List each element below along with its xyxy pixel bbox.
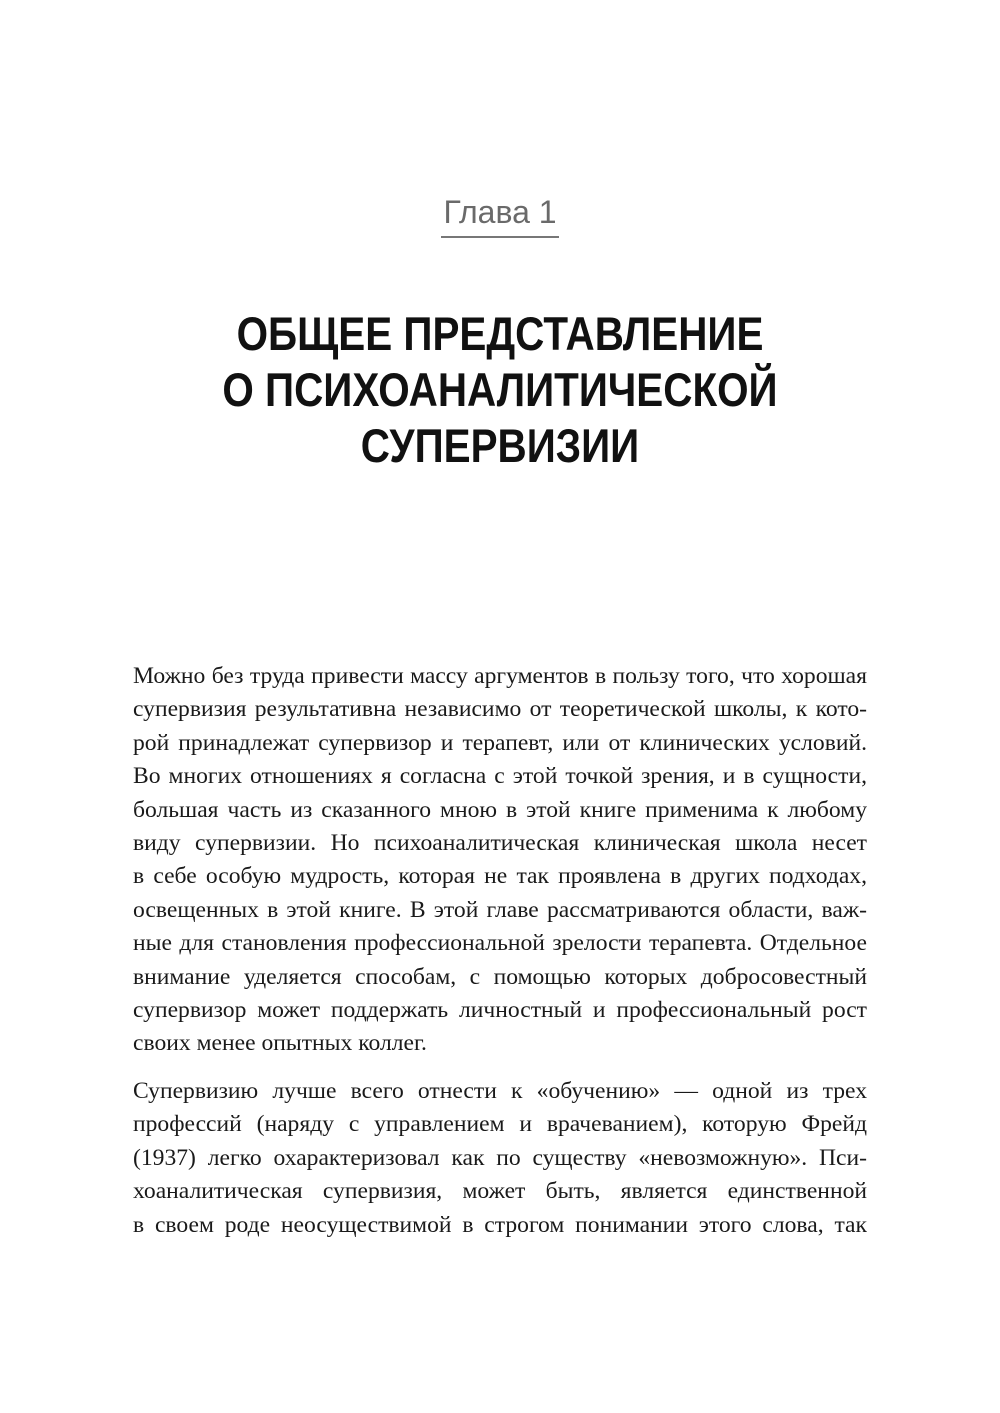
text-line: супервизор может поддержать личностный и профессиональный рост	[133, 997, 867, 1024]
text-line: Можно без труда привести массу аргументов в пользу того, что хорошая	[133, 663, 867, 689]
text-line: виду супервизии. Но психоаналитическая клиническая школа несет	[133, 830, 867, 857]
text-line: ные для становления профессиональной зрелости терапевта. Отдельное	[133, 930, 867, 957]
text-line: (1937) легко охарактеризовал как по существу «невозможную». Пси-	[133, 1144, 867, 1171]
text-line: внимание уделяется способам, с помощью которых добросовестный	[133, 963, 867, 990]
text-line: в себе особую мудрость, которая не так проявлена в других подходах,	[133, 863, 867, 890]
chapter-title-line: СУПЕРВИЗИИ	[360, 419, 640, 472]
chapter-number-text: Глава 1	[441, 192, 558, 238]
text-line: Супервизию лучше всего отнести к «обучению» — одной из трех	[133, 1077, 867, 1104]
chapter-number	[0, 192, 1000, 238]
text-line: рой принадлежат супервизор и терапевт, или от клинических условий.	[133, 729, 867, 756]
chapter-title-line: ОБЩЕЕ ПРЕДСТАВЛЕНИЕ	[236, 307, 764, 360]
body-text	[133, 660, 867, 1256]
text-line: своих менее опытных коллег.	[133, 1030, 427, 1057]
text-line: Во многих отношениях я согласна с этой точкой зрения, и в сущности,	[133, 763, 867, 790]
text-line: в своем роде неосуществимой в строгом понимании этого слова, так	[133, 1211, 867, 1238]
text-line: профессий (наряду с управлением и врачеванием), которую Фрейд	[133, 1111, 867, 1138]
text-line: хоаналитическая супервизия, может быть, является единственной	[133, 1178, 867, 1205]
text-line: большая часть из сказанного мною в этой книге применима к любому	[133, 796, 867, 823]
chapter-title	[70, 306, 930, 474]
chapter-title-line: О ПСИХОАНАЛИТИЧЕСКОЙ	[222, 363, 778, 416]
paragraph	[133, 660, 867, 1061]
paragraph	[133, 1075, 867, 1242]
text-line: освещенных в этой книге. В этой главе рассматриваются области, важ-	[133, 896, 867, 923]
text-line: супервизия результативна независимо от теоретической школы, к кото-	[133, 696, 867, 723]
